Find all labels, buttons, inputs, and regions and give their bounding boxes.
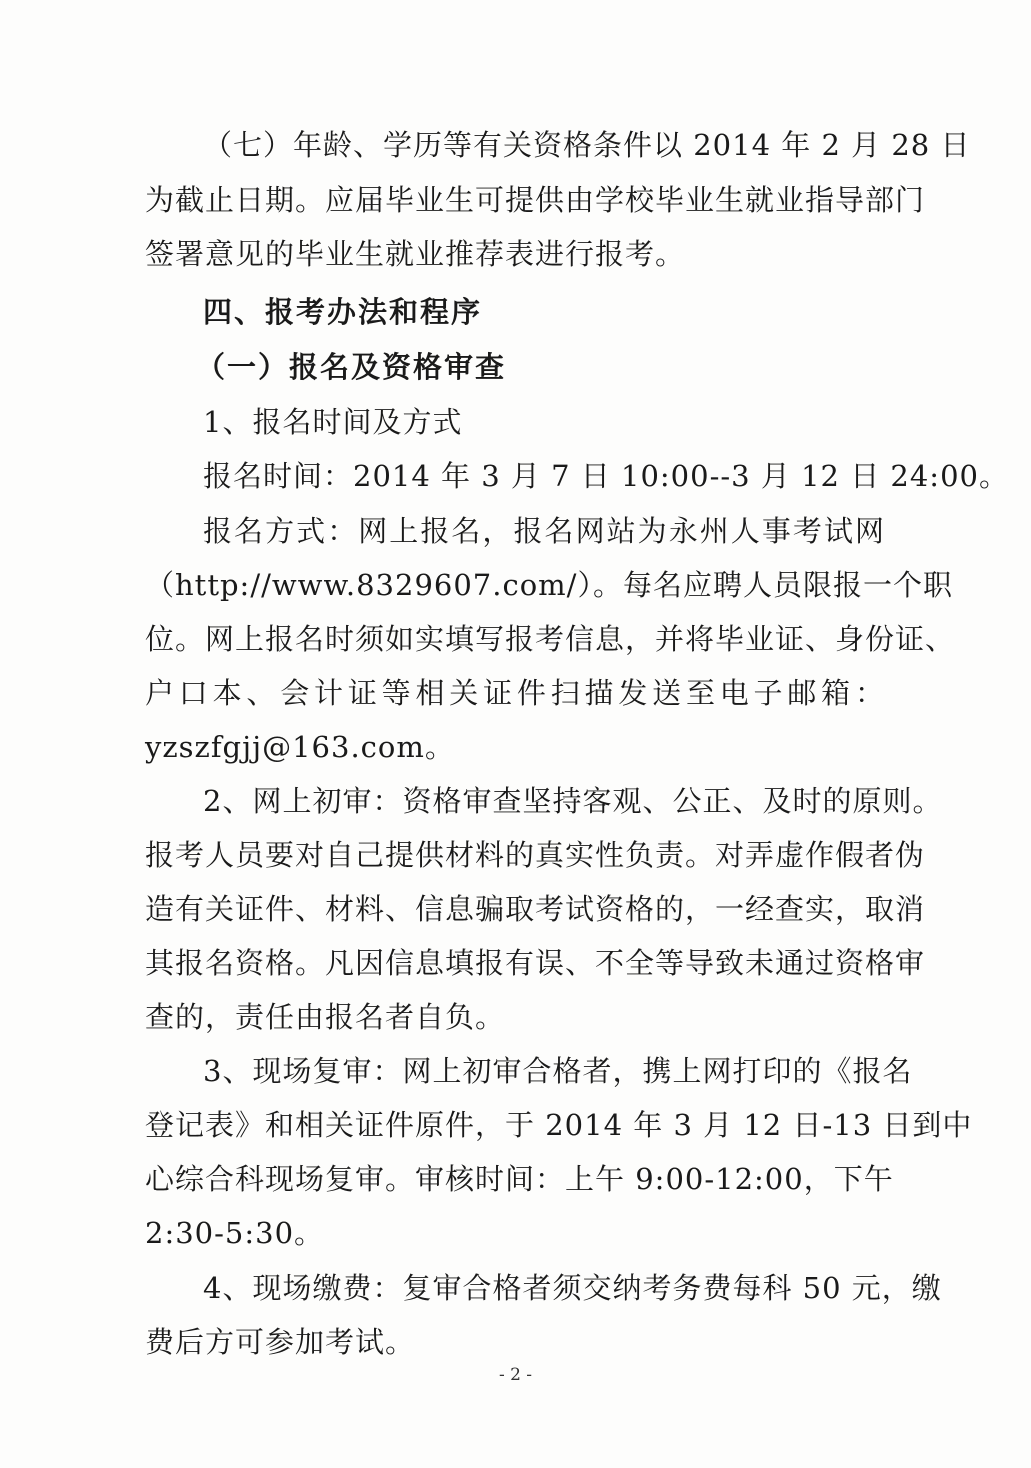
paragraph-line: 费后方可参加考试。 [145,1325,416,1359]
paragraph-line: （七）年龄、学历等有关资格条件以 2014 年 2 月 28 日 [203,128,971,162]
paragraph-line: 为截止日期。应届毕业生可提供由学校毕业生就业指导部门 [145,183,926,217]
paragraph-line: 造有关证件、材料、信息骗取考试资格的，一经查实，取消 [145,892,926,926]
paragraph-line: 2:30-5:30。 [145,1216,325,1250]
section-heading: 四、报考办法和程序 [203,295,483,329]
paragraph-line: 报名时间：2014 年 3 月 7 日 10:00--3 月 12 日 24:00。 [203,459,1009,493]
item-heading: 1、报名时间及方式 [203,405,463,439]
paragraph-line: 查的，责任由报名者自负。 [145,1000,506,1034]
paragraph-line: 2、网上初审：资格审查坚持客观、公正、及时的原则。 [203,784,943,818]
paragraph-line: 位。网上报名时须如实填写报考信息，并将毕业证、身份证、 [145,622,956,656]
paragraph-line: 登记表》和相关证件原件，于 2014 年 3 月 12 日-13 日到中 [145,1108,973,1142]
paragraph-line: 4、现场缴费：复审合格者须交纳考务费每科 50 元，缴 [203,1271,942,1305]
paragraph-line: 签署意见的毕业生就业推荐表进行报考。 [145,237,686,271]
paragraph-line: 3、现场复审：网上初审合格者，携上网打印的《报名 [203,1054,913,1088]
paragraph-line: （http://www.8329607.com/）。每名应聘人员限报一个职 [145,568,953,602]
paragraph-line: 心综合科现场复审。审核时间：上午 9:00-12:00，下午 [145,1162,894,1196]
email-line: yzszfgjj@163.com。 [145,730,455,764]
page-number: - 2 - [498,1365,533,1385]
paragraph-line: 其报名资格。凡因信息填报有误、不全等导致未通过资格审 [145,946,926,980]
paragraph-line: 报名方式：网上报名，报名网站为永州人事考试网 [203,514,885,548]
subsection-heading: （一）报名及资格审查 [196,350,507,384]
paragraph-line: 报考人员要对自己提供材料的真实性负责。对弄虚作假者伪 [145,838,926,872]
paragraph-line: 户口本、会计证等相关证件扫描发送至电子邮箱： [145,676,885,710]
